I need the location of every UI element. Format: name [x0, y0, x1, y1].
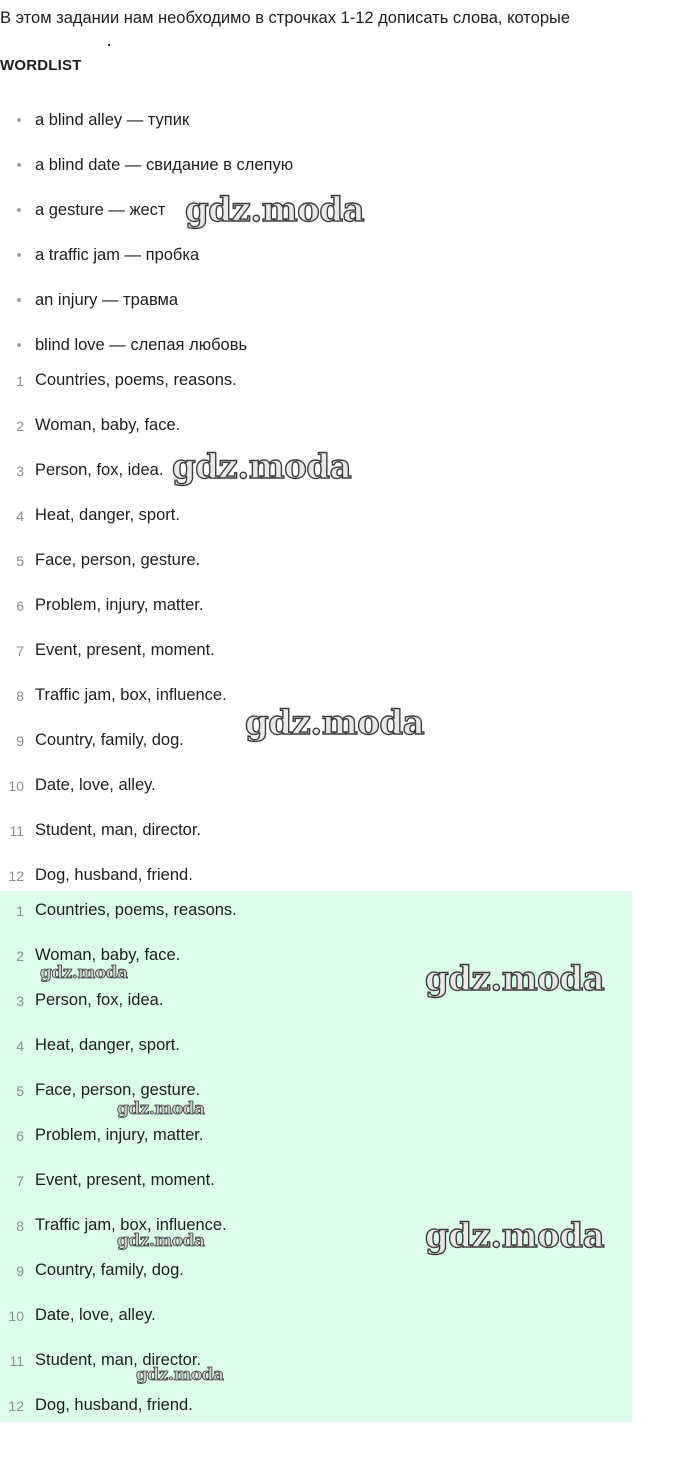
task-line — [0, 683, 632, 728]
line-text: Dog, husband, friend. — [35, 1396, 193, 1414]
line-text: Student, man, director. — [35, 821, 202, 839]
line-number: 6 — [16, 598, 24, 614]
bullet-icon — [17, 298, 21, 302]
task-lines-list — [0, 368, 632, 908]
line-text: Woman, baby, face. — [35, 416, 181, 434]
task-line — [0, 503, 632, 548]
answer-line — [0, 1078, 632, 1123]
bullet-icon — [17, 343, 21, 347]
line-number: 9 — [16, 733, 24, 749]
watermark-logo: gdz.moda — [245, 703, 425, 743]
bullet-icon — [17, 163, 21, 167]
answer-lines-list — [0, 898, 632, 1438]
line-text: Face, person, gesture. — [35, 551, 201, 569]
line-text: Traffic jam, box, influence. — [35, 686, 227, 704]
line-text: Traffic jam, box, influence. — [35, 1216, 227, 1234]
line-text: Country, family, dog. — [35, 731, 184, 749]
line-number: 8 — [16, 688, 24, 704]
answer-line — [0, 1123, 632, 1168]
line-number: 3 — [16, 993, 24, 1009]
line-number: 5 — [16, 553, 24, 569]
line-text: Woman, baby, face. — [35, 946, 181, 964]
task-line — [0, 638, 632, 683]
line-number: 7 — [16, 643, 24, 659]
line-number: 3 — [16, 463, 24, 479]
wordlist-item-text: a blind alley — тупик — [35, 111, 190, 129]
watermark-logo: gdz.moda — [172, 447, 352, 487]
intro-text: В этом задании нам необходимо в строчках 1-12 дописать слова, которые — [0, 9, 571, 27]
line-number: 4 — [16, 1038, 24, 1054]
watermark-logo: gdz.moda — [185, 190, 365, 230]
task-line — [0, 548, 632, 593]
bullet-icon — [17, 118, 21, 122]
wordlist-title: WORDLIST — [0, 57, 82, 74]
line-text: Person, fox, idea. — [35, 991, 164, 1009]
wordlist-item-text: a gesture — жест — [35, 201, 166, 219]
task-line — [0, 368, 632, 413]
line-number: 10 — [8, 778, 24, 794]
line-text: Country, family, dog. — [35, 1261, 184, 1279]
line-text: Countries, poems, reasons. — [35, 901, 237, 919]
line-number: 4 — [16, 508, 24, 524]
line-text: Person, fox, idea. — [35, 461, 164, 479]
answer-line — [0, 1213, 632, 1258]
answer-line — [0, 988, 632, 1033]
line-text: Date, love, alley. — [35, 1306, 156, 1324]
answer-line — [0, 1303, 632, 1348]
intro-text-cutoff — [108, 44, 110, 46]
wordlist-item-text: a blind date — свидание в слепую — [35, 156, 294, 174]
line-number: 2 — [16, 948, 24, 964]
wordlist-item — [0, 108, 640, 153]
line-text: Countries, poems, reasons. — [35, 371, 237, 389]
wordlist-item-text: an injury — травма — [35, 291, 179, 309]
line-text: Event, present, moment. — [35, 1171, 215, 1189]
watermark-logo: gdz.moda — [117, 1099, 205, 1119]
line-number: 5 — [16, 1083, 24, 1099]
bullet-icon — [17, 208, 21, 212]
task-line — [0, 728, 632, 773]
task-line — [0, 593, 632, 638]
wordlist-item — [0, 153, 640, 198]
answer-line — [0, 1033, 632, 1078]
watermark-logo: gdz.moda — [425, 959, 605, 999]
wordlist-item-text: blind love — слепая любовь — [35, 336, 248, 354]
wordlist-item — [0, 198, 640, 243]
answer-line — [0, 1348, 632, 1393]
line-number: 11 — [9, 823, 24, 839]
answer-line — [0, 898, 632, 943]
task-line — [0, 413, 632, 458]
line-text: Problem, injury, matter. — [35, 1126, 204, 1144]
line-number: 6 — [16, 1128, 24, 1144]
line-text: Heat, danger, sport. — [35, 506, 180, 524]
watermark-logo: gdz.moda — [136, 1365, 224, 1385]
line-text: Problem, injury, matter. — [35, 596, 204, 614]
line-number: 1 — [16, 903, 24, 919]
line-number: 1 — [16, 373, 24, 389]
wordlist-item — [0, 288, 640, 333]
task-line — [0, 458, 632, 503]
task-line — [0, 773, 632, 818]
wordlist-item — [0, 243, 640, 288]
line-number: 12 — [8, 868, 24, 884]
line-number: 10 — [8, 1308, 24, 1324]
answer-line — [0, 1393, 632, 1438]
line-number: 11 — [9, 1353, 24, 1369]
answer-line — [0, 943, 632, 988]
line-text: Face, person, gesture. — [35, 1081, 201, 1099]
watermark-logo: gdz.moda — [425, 1216, 605, 1256]
line-text: Heat, danger, sport. — [35, 1036, 180, 1054]
line-number: 12 — [8, 1398, 24, 1414]
wordlist-item-text: a traffic jam — пробка — [35, 246, 200, 264]
bullet-icon — [17, 253, 21, 257]
watermark-logo: gdz.moda — [40, 963, 128, 983]
watermark-logo: gdz.moda — [117, 1231, 205, 1251]
line-text: Student, man, director. — [35, 1351, 202, 1369]
line-number: 8 — [16, 1218, 24, 1234]
answer-line — [0, 1258, 632, 1303]
line-text: Event, present, moment. — [35, 641, 215, 659]
line-text: Date, love, alley. — [35, 776, 156, 794]
task-line — [0, 818, 632, 863]
wordlist — [0, 108, 640, 378]
line-number: 7 — [16, 1173, 24, 1189]
line-number: 2 — [16, 418, 24, 434]
line-number: 9 — [16, 1263, 24, 1279]
line-text: Dog, husband, friend. — [35, 866, 193, 884]
answer-line — [0, 1168, 632, 1213]
